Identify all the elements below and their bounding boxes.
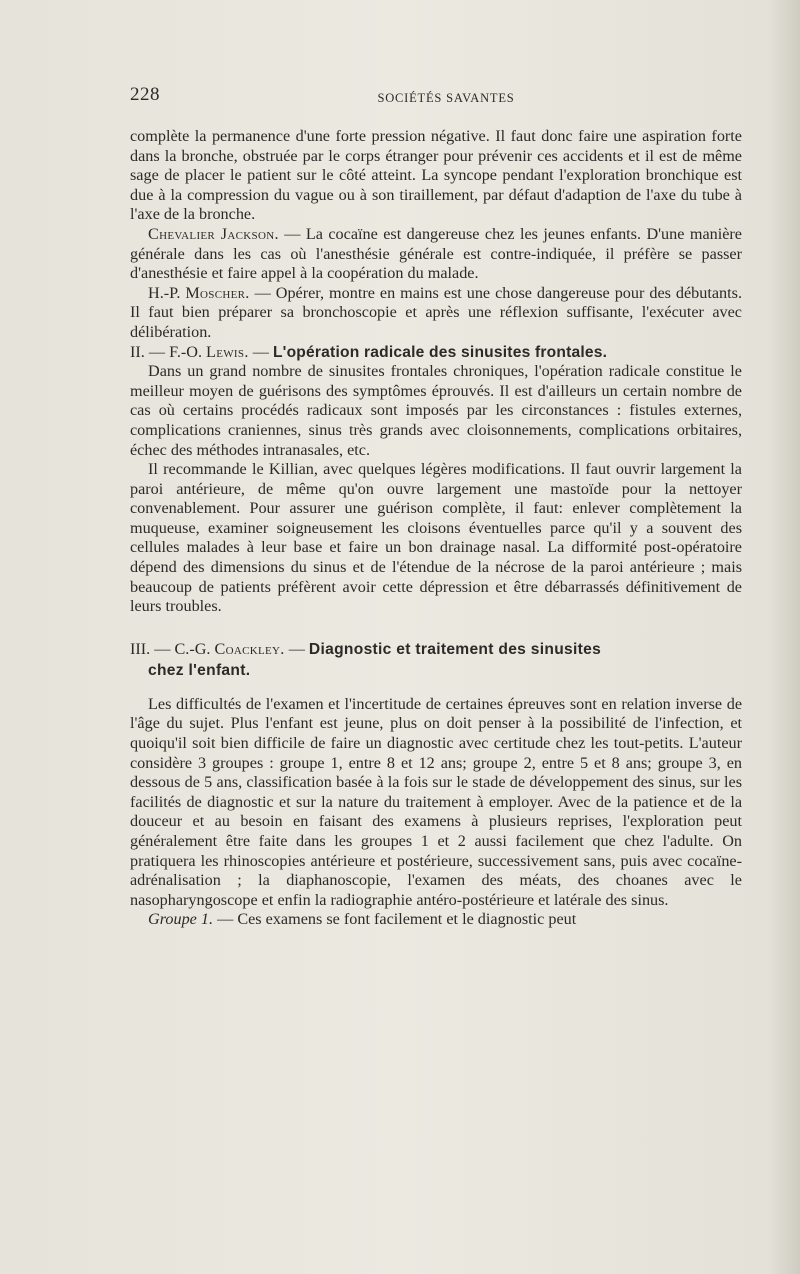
section-title-continued: chez l'enfant.: [148, 661, 251, 679]
section-heading-coackley: [130, 639, 742, 681]
paragraph-text: — Ces examens se font facilement et le diagnostic peut: [213, 910, 577, 929]
paragraph-lewis-2: Il recommande le Killian, avec quelques légères modifications. Il faut ouvrir largement la paroi antérieure, de même qu'on ouvre largement une mastoïde pour la nettoyer convenablement. Pour assurer une guérison complète, il faut: enlever complètement la muqueuse, examiner soigneusement les cloisons éventuelles parce qu'il y a souvent des cellules malades à leur base et faire un bon drainage nasal. La difformité post-opératoire dépend des dimensions du sinus et de l'étendue de la nécrose de la paroi antérieure ; mais beaucoup de patients préfèrent avoir cette dépression et être débarrassés définitivement de leurs troubles.: [130, 460, 742, 616]
paragraph-text: — Opérer, montre en mains est une chose dangereuse pour des débutants. Il faut bien préparer sa bronchoscopie et après une réflexion suffisante, l'exécuter avec délibération.: [130, 283, 742, 341]
author-name: Chevalier Jackson.: [148, 224, 279, 243]
section-numeral: II. — F.-O.: [130, 342, 207, 361]
section-title: L'opération radicale des sinusites frontales.: [272, 343, 608, 361]
heading-dash: —: [248, 342, 273, 361]
author-name: Moscher.: [185, 283, 250, 302]
section-numeral: III. — C.-G.: [130, 639, 215, 658]
heading-dash: —: [284, 639, 309, 658]
section-heading-line: [130, 660, 742, 681]
running-head: SOCIÉTÉS SAVANTES: [377, 91, 515, 105]
author-name: Coackley.: [214, 639, 285, 658]
section-title: Diagnostic et traitement des sinusites: [308, 640, 602, 658]
page-header: [130, 84, 742, 112]
paragraph-continuation: complète la permanence d'une forte pression négative. Il faut donc faire une aspiration forte dans la bronche, obstruée par le corps étranger pour prévenir ces accidents et il est de même sage de placer le patient sur le côté atteint. La syncope pendant l'exploration bronchique est due à la compression du vague ou à son tiraillement, par défaut d'adaption de l'axe du tube à l'axe de la bronche.: [130, 127, 742, 224]
paragraph-coackley-2: [130, 910, 742, 930]
section-heading-line: [130, 639, 742, 660]
group-label: Groupe 1.: [148, 910, 214, 929]
paragraph-lewis-1: Dans un grand nombre de sinusites frontales chroniques, l'opération radicale constitue le meilleur moyen de guérisons des symptômes éprouvés. Il est d'ailleurs un certain nombre de cas où certains procédés radicaux sont imposés par les circonstances : fistules externes, complications craniennes, sinus très grands avec cloisonnements, complications orbitaires, échec des méthodes intranasales, etc.: [130, 362, 742, 459]
paragraph-text: — La cocaïne est dangereuse chez les jeunes enfants. D'une manière générale dans les cas où l'anesthésie générale est contre-indiquée, il préfère se passer d'anesthésie et faire appel à la coopération du malade.: [130, 224, 742, 283]
paragraph-coackley-1: Les difficultés de l'examen et l'incertitude de certaines épreuves sont en relation inverse de l'âge du sujet. Plus l'enfant est jeune, plus on doit penser à la possibilité de l'infection, et quoiqu'il soit bien difficile de faire un diagnostic avec certitude chez les tout-petits. L'auteur considère 3 groupes : groupe 1, entre 8 et 12 ans; groupe 2, entre 5 et 8 ans; groupe 3, en dessous de 5 ans, classification basée à la fois sur le stade de développement des sinus, sur les facilités de diagnostic et sur la nature du traitement à employer. Avec de la patience et de la douceur et au besoin en faisant des examens à plusieurs reprises, l'exploration peut généralement être faite dans les groupes 1 et 2 aussi facilement que chez l'adulte. On pratiquera les rhinoscopies antérieure et postérieure, successivement sans, puis avec cocaïne-adrénalisation ; la diaphanoscopie, l'examen des méats, des choanes avec le nasopharyngoscope et enfin la radiographie antéro-postérieure et latérale des sinus.: [130, 694, 742, 909]
section-heading-lewis: [130, 343, 742, 363]
author-name: Lewis.: [206, 342, 249, 361]
paragraph-moscher: [130, 284, 742, 343]
paragraph-jackson: [130, 225, 742, 284]
article-body: [130, 127, 742, 930]
author-initials: H.-P.: [148, 283, 186, 302]
page-number: 228: [130, 84, 160, 105]
